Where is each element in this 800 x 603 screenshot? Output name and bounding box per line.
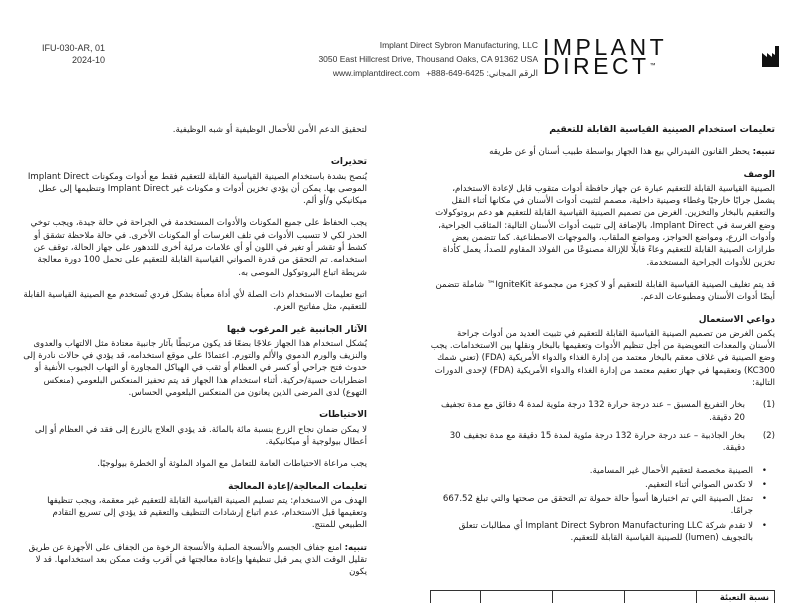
side-effects-heading: الآثار الجانبية غير المرغوب فيها (226, 324, 367, 335)
indications-heading: دواعي الاستعمال (698, 314, 775, 325)
intro-text: لتحقيق الدعم الأمن للأحمال الوظيفية أو شبه الوظيفية. (172, 125, 367, 135)
caution-paragraph (430, 146, 775, 158)
processing-heading: تعليمات المعالجة/إعادة المعالجة (228, 481, 367, 492)
manufacturer-factory-icon (761, 44, 781, 68)
document-code (42, 42, 105, 66)
processing-text: الهدف من الاستخدام: يتم تسليم الصينية القياسية القابلة للتعقيم غير معقمة، ويجب تنظيفها وتعقيمها قبل الاستخدام، عدم اتباع إرشادات التنظيف والتعقيم قد يؤدي إلى تسريع التقادم الطبيعي للمنتج. (47, 495, 367, 531)
logo-trademark: ™ (649, 63, 656, 69)
contact-line (318, 66, 538, 80)
description-text: الصينية القياسية القابلة للتعقيم عبارة عن جهاز حافظة أدوات متقوب قابل لإعادة الاستخدام، يشمل جرابًا خارجيًا وغطاء وصينية داخلية، مصمم لتثبيت أدوات الأسنان في مكانها أثناء النقل والتعقيم بالبخار والتخزين. الغرض من تصميم الصينية القياسية القابلة للتعقيم هو دعم بروتوكولات وضع الغرسة في Implant Direct، بالإضافة إلى تثبيت أدوات الأسنان التالية: المثاقب الجراحية، وأدوات الزرع، ومواضع الحواجز، ومواضع الملقاب، والموجهات الاصطناعية. كما تتضمن بعض طرازات الصينية القابلة للتعقيم وعاءً قابلًا للإزالة مصنوعًا من الفولاذ المقاوم للصدأ، يعمل كأداة تخزين للأدوات الجراحية المستخدمة. (435, 183, 775, 268)
doc-code-number: IFU-030-AR, 01 (42, 43, 106, 53)
list-item: • تمثل الصينية التي تم اختبارها أسوأ حالة حمولة تم التحقق من صحتها والتي تبلغ 667.52 جرامًا. (430, 493, 753, 518)
universal-precautions-text: يجب مراعاة الاحتياطات العامة للتعامل مع المواد الملوثة أو الخطرة بيولوجيًا. (97, 459, 367, 470)
indications-text: يكمن الغرض من تصميم الصينية القياسية القابلة للتعقيم في تثبيت العديد من أدوات جراحة الأسنان والمعدات التعويضية من أجل تنظيم الأدوات وتعقيمها بالبخار ونقلها بين الاستخدامات. يجب وضع الصينية في غلاف معقم بالبخار معتمد من إدارة الغذاء والدواء الأمريكية (FDA) (تعني شمك KC300) وتعقيمها في جهاز تعقيم معتمد من إدارة الغذاء والدواء الأمريكية (FDA) لإحدى الدورات التالية: (430, 328, 775, 389)
doc-code-date: 2024-10 (72, 55, 106, 65)
document-title: تعليمات استخدام الصينية القياسية القابلة للتعقيم (549, 124, 775, 135)
warnings-heading: تحذيرات (330, 157, 367, 168)
processing-caution-paragraph (22, 542, 367, 579)
manufacturer-address (318, 38, 538, 80)
street-address: 3050 East Hillcrest Drive, Thousand Oaks, CA 91362 USA (318, 54, 538, 64)
warnings-text: يُنصح بشدة باستخدام الصينية القياسية القابلة للتعقيم فقط مع أدوات ومكونات Implant Direct الموصى بها. يمكن أن يؤدي تخزين أدوات و مكونات غير Implant Direct وتنظيمها إلى عطل ميكانيكي و/أو ألم. (27, 171, 367, 207)
tray-notes-list (430, 465, 775, 545)
fill-ratio-table (430, 590, 775, 603)
list-item: • لا تقدم شركة Implant Direct Sybron Manufacturing LLC أي مطالبات تتعلق بالتجويف (lumen) للصينية القياسية القابلة للتعقيم. (430, 520, 753, 545)
description-heading: الوصف (743, 169, 775, 180)
precautions-heading: الاحتياطات (319, 410, 367, 421)
table-header-cell: نسبة التعبئة (719, 592, 769, 602)
right-column (430, 124, 775, 550)
processing-caution-text: امنع جفاف الجسم والأنسجة الصلبة والأنسجة الرخوة من الجفاف على الأجهزة عن طريق تقليل الوقت الذي يمر قبل تنظيفها وإعادة معالجتها في أقرب وقت ممكن بعد استخدامها. قد لا يكون (28, 542, 367, 578)
follow-ifu-text: اتبع تعليمات الاستخدام ذات الصلة لأي أداة معبأة بشكل فردي تُستخدم مع الصينية القياسية القابلة للتعقيم، مثل مفاتيح العزم. (23, 289, 367, 313)
caution-text: يحظر القانون الفيدرالي بيع هذا الجهاز بواسطة طبيب أسنان أو عن طريقه (489, 147, 753, 158)
implant-direct-logo (543, 34, 748, 79)
logo-line-1: IMPLANT (543, 34, 668, 60)
side-effects-text: يُشكل استخدام هذا الجهاز علاجًا بضعًا قد يكون مرتبطًا بآثار جانبية معتادة مثل الالتهاب والعدوى والنزيف والورم الدموي والألم والتورم. اعتمادًا على موقع استخدامه، قد يؤدي في حالات نادرة إلى حدوث فتح جراحي أو كسر في العظام أو ثقب في الهياكل المجاورة أو التهاب الجيوب الأنفية أو اضطرابات حسية/حركية. أثناء استخدام هذا الجهاز قد يتم تحفيز المنعكس البلعومي (منعكس التهوع) لدى المرضى الذين يعانون من المنعكس البلعومي الحساس. (23, 338, 367, 399)
left-column (22, 124, 367, 589)
packaging-text: قد يتم تغليف الصينية القياسية القابلة للتعقيم أو لا كجزء من مجموعة IgniteKit™ شاملة تتضمن أيضًا أدوات الأسنان ومطبوعات الدعم. (435, 279, 775, 303)
list-item: (1) بخار التفريغ المسبق – عند درجة حرارة 132 درجة مئوية لمدة 4 دقائق مع مدة تجفيف 20 دقيقة. (441, 400, 775, 423)
list-item: • لا تكدس الصواني أثناء التعقيم. (430, 479, 753, 491)
caution-label: تنبيه: (752, 147, 775, 158)
list-item: (2) بخار الجاذبية – عند درجة حرارة 132 درجة مئوية لمدة 15 دقيقة مع مدة تجفيف 30 دقيقة. (449, 430, 775, 454)
company-name: Implant Direct Sybron Manufacturing, LLC (379, 40, 538, 50)
list-item: • الصينية مخصصة لتعقيم الأحمال غير المسامية. (430, 465, 753, 477)
precautions-text: لا يمكن ضمان نجاح الزرع بنسبة مائة بالمائة. قد يؤدي العلاج بالزرع إلى فقد في العظام أو إلى أعطال بيولوجية أو ميكانيكية. (34, 424, 367, 447)
logo-line-2: DIRECT (543, 53, 650, 79)
website-link[interactable]: www.implantdirect.com (332, 68, 420, 78)
sterilization-cycles-list (430, 399, 775, 454)
caution-label: تنبيه: (344, 542, 367, 553)
phone-number: الرقم المجاني: 6425-649-888+ (426, 68, 538, 78)
maintenance-text: يجب الحفاظ على جميع المكونات والأدوات المستخدمة في الجراحة في حالة جيدة، ويجب توخي الحذر لكي لا تتسبب الأدوات في تلف الغرسات أو المكونات الأخرى. في حالة ملاحظة تشقق أو كشط أو تقشر أو تغير في اللون أو أي علامات مرئية أخرى للتدهور على جهاز الحالة، توقف عن استخدامه. تم التحقق من قدرة الصواني القياسية القابلة للتعقيم على تحمل 100 دورة معالجة شريطة اتباع البروتوكول الموصى به. (30, 218, 367, 278)
